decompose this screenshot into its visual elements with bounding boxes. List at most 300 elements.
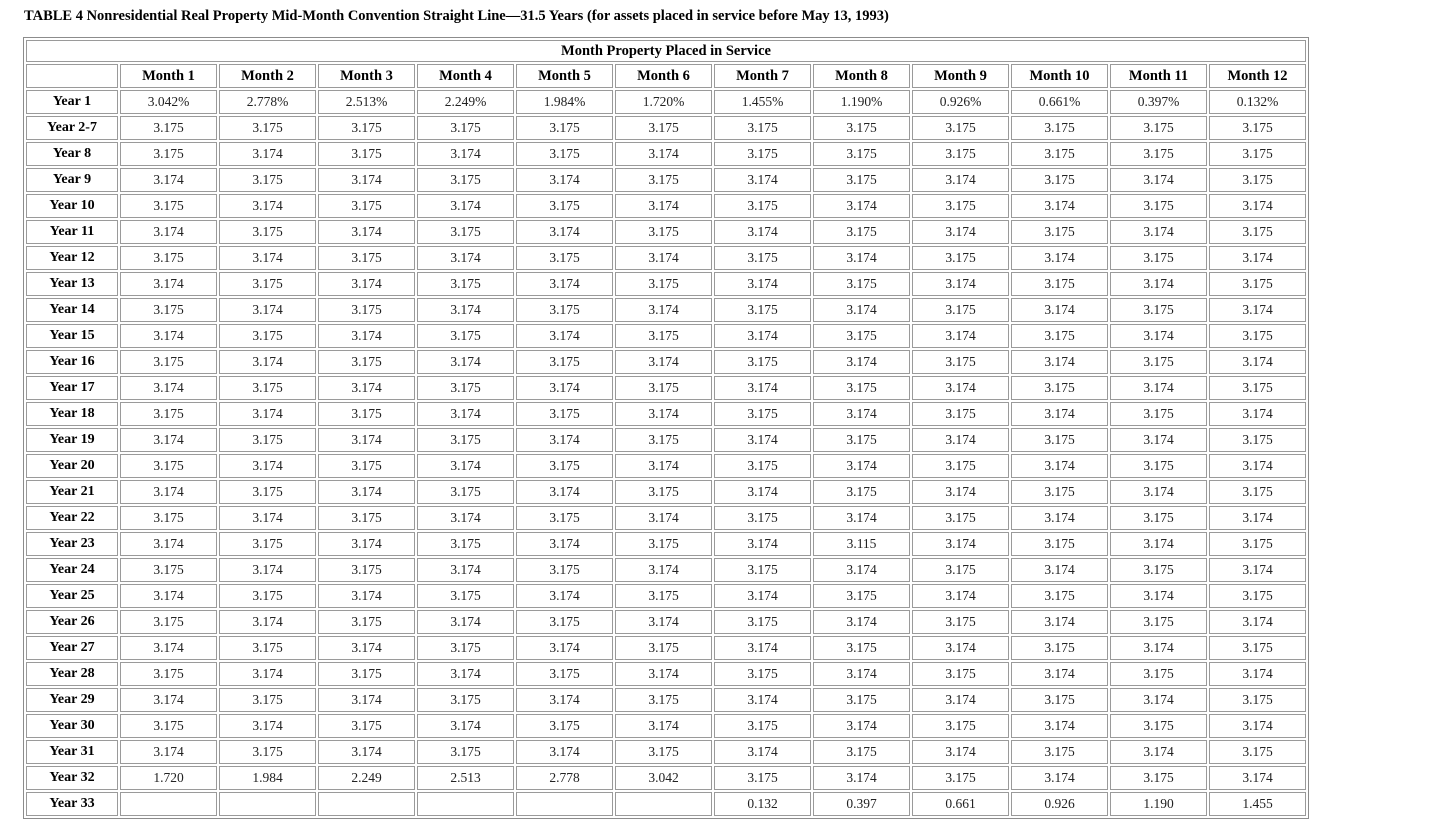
rate-cell: 3.175 bbox=[1110, 350, 1207, 374]
rate-cell: 3.174 bbox=[1209, 350, 1306, 374]
rate-cell: 3.175 bbox=[219, 376, 316, 400]
rate-cell: 3.175 bbox=[1209, 116, 1306, 140]
rate-cell: 3.175 bbox=[219, 740, 316, 764]
rate-cell: 3.174 bbox=[417, 142, 514, 166]
rate-cell bbox=[615, 792, 712, 816]
rate-cell: 3.174 bbox=[714, 324, 811, 348]
rate-cell: 3.175 bbox=[1209, 480, 1306, 504]
year-label: Year 31 bbox=[26, 740, 118, 764]
rate-cell: 3.175 bbox=[318, 454, 415, 478]
table-row bbox=[26, 116, 1306, 140]
rate-cell: 3.175 bbox=[813, 688, 910, 712]
rate-cell: 3.174 bbox=[1011, 506, 1108, 530]
rate-cell: 3.174 bbox=[120, 532, 217, 556]
rate-cell: 3.174 bbox=[912, 584, 1009, 608]
rate-cell: 3.174 bbox=[813, 402, 910, 426]
rate-cell: 3.174 bbox=[516, 324, 613, 348]
rate-cell: 3.174 bbox=[417, 506, 514, 530]
rate-cell: 3.174 bbox=[1110, 532, 1207, 556]
year-label: Year 16 bbox=[26, 350, 118, 374]
rate-cell: 3.174 bbox=[615, 662, 712, 686]
rate-cell: 3.174 bbox=[120, 740, 217, 764]
rate-cell: 3.174 bbox=[120, 324, 217, 348]
rate-cell: 1.455% bbox=[714, 90, 811, 114]
rate-cell: 3.175 bbox=[318, 714, 415, 738]
table-row bbox=[26, 662, 1306, 686]
rate-cell: 3.175 bbox=[1011, 480, 1108, 504]
rate-cell: 3.174 bbox=[813, 766, 910, 790]
rate-cell: 3.174 bbox=[318, 428, 415, 452]
table-row bbox=[26, 714, 1306, 738]
month-header: Month 12 bbox=[1209, 64, 1306, 88]
rate-cell: 3.175 bbox=[318, 194, 415, 218]
rate-cell: 3.174 bbox=[813, 610, 910, 634]
table-row bbox=[26, 428, 1306, 452]
year-label: Year 13 bbox=[26, 272, 118, 296]
rate-cell: 3.175 bbox=[813, 584, 910, 608]
table-row bbox=[26, 506, 1306, 530]
rate-cell: 3.174 bbox=[318, 584, 415, 608]
rate-cell: 3.174 bbox=[318, 636, 415, 660]
rate-cell: 3.174 bbox=[615, 454, 712, 478]
year-label: Year 24 bbox=[26, 558, 118, 582]
rate-cell: 0.661 bbox=[912, 792, 1009, 816]
rate-cell: 3.174 bbox=[417, 246, 514, 270]
year-label: Year 9 bbox=[26, 168, 118, 192]
rate-cell: 3.174 bbox=[120, 220, 217, 244]
rate-cell: 3.175 bbox=[912, 506, 1009, 530]
year-label: Year 12 bbox=[26, 246, 118, 270]
rate-cell: 3.174 bbox=[516, 376, 613, 400]
rate-cell: 3.175 bbox=[219, 532, 316, 556]
rate-cell: 3.175 bbox=[615, 272, 712, 296]
table-row bbox=[26, 298, 1306, 322]
rate-cell: 3.175 bbox=[813, 142, 910, 166]
rate-cell: 3.175 bbox=[1110, 116, 1207, 140]
rate-cell: 3.174 bbox=[1209, 402, 1306, 426]
rate-cell: 3.175 bbox=[1011, 636, 1108, 660]
rate-cell: 3.175 bbox=[516, 142, 613, 166]
rate-cell: 3.175 bbox=[318, 116, 415, 140]
rate-cell: 3.174 bbox=[219, 402, 316, 426]
rate-cell: 3.174 bbox=[1011, 766, 1108, 790]
table-row bbox=[26, 740, 1306, 764]
rate-cell: 3.174 bbox=[219, 350, 316, 374]
rate-cell: 3.174 bbox=[516, 636, 613, 660]
rate-cell: 3.175 bbox=[516, 246, 613, 270]
rate-cell: 3.174 bbox=[417, 662, 514, 686]
rate-cell: 3.174 bbox=[417, 402, 514, 426]
rate-cell: 3.174 bbox=[615, 610, 712, 634]
rate-cell: 3.174 bbox=[219, 142, 316, 166]
rate-cell: 3.175 bbox=[813, 376, 910, 400]
year-label: Year 1 bbox=[26, 90, 118, 114]
rate-cell: 3.174 bbox=[120, 480, 217, 504]
rate-cell: 3.174 bbox=[615, 350, 712, 374]
year-label: Year 23 bbox=[26, 532, 118, 556]
rate-cell: 3.175 bbox=[615, 168, 712, 192]
rate-cell: 3.175 bbox=[318, 402, 415, 426]
rate-cell: 3.174 bbox=[1011, 714, 1108, 738]
rate-cell: 2.513% bbox=[318, 90, 415, 114]
table-row bbox=[26, 454, 1306, 478]
rate-cell: 3.174 bbox=[120, 636, 217, 660]
rate-cell: 3.175 bbox=[318, 350, 415, 374]
rate-cell: 3.174 bbox=[1011, 246, 1108, 270]
rate-cell: 3.174 bbox=[120, 376, 217, 400]
rate-cell: 3.174 bbox=[714, 584, 811, 608]
rate-cell: 3.174 bbox=[813, 246, 910, 270]
rate-cell: 3.174 bbox=[1209, 506, 1306, 530]
rate-cell: 3.174 bbox=[318, 324, 415, 348]
rate-cell: 3.175 bbox=[813, 428, 910, 452]
rate-cell: 3.174 bbox=[219, 610, 316, 634]
rate-cell: 3.174 bbox=[1011, 298, 1108, 322]
rate-cell: 3.175 bbox=[516, 298, 613, 322]
rate-cell: 3.174 bbox=[318, 272, 415, 296]
rate-cell: 3.175 bbox=[912, 194, 1009, 218]
rate-cell: 3.174 bbox=[615, 714, 712, 738]
rate-cell: 3.174 bbox=[714, 480, 811, 504]
rate-cell: 3.174 bbox=[714, 532, 811, 556]
rate-cell: 3.175 bbox=[1110, 662, 1207, 686]
rate-cell: 3.174 bbox=[1110, 272, 1207, 296]
rate-cell: 3.174 bbox=[318, 220, 415, 244]
group-header: Month Property Placed in Service bbox=[26, 40, 1306, 62]
rate-cell: 3.174 bbox=[516, 428, 613, 452]
rate-cell: 3.175 bbox=[120, 558, 217, 582]
table-row bbox=[26, 376, 1306, 400]
rate-cell: 3.174 bbox=[219, 506, 316, 530]
rate-cell: 3.175 bbox=[219, 688, 316, 712]
rate-cell: 3.175 bbox=[417, 428, 514, 452]
rate-cell: 2.778% bbox=[219, 90, 316, 114]
month-header: Month 3 bbox=[318, 64, 415, 88]
table-row bbox=[26, 142, 1306, 166]
rate-cell: 3.175 bbox=[615, 584, 712, 608]
year-label: Year 29 bbox=[26, 688, 118, 712]
rate-cell: 2.249 bbox=[318, 766, 415, 790]
rate-cell: 3.175 bbox=[219, 636, 316, 660]
table-row bbox=[26, 766, 1306, 790]
rate-cell: 3.175 bbox=[219, 324, 316, 348]
rate-cell: 3.174 bbox=[318, 168, 415, 192]
rate-cell: 3.174 bbox=[1209, 194, 1306, 218]
rate-cell: 3.174 bbox=[714, 168, 811, 192]
rate-cell: 3.174 bbox=[219, 662, 316, 686]
table-row bbox=[26, 220, 1306, 244]
year-label: Year 17 bbox=[26, 376, 118, 400]
rate-cell: 3.175 bbox=[120, 662, 217, 686]
rate-cell: 3.174 bbox=[714, 272, 811, 296]
rate-cell: 0.132% bbox=[1209, 90, 1306, 114]
rate-cell: 3.174 bbox=[912, 272, 1009, 296]
rate-cell: 3.175 bbox=[813, 116, 910, 140]
rate-cell: 3.174 bbox=[813, 662, 910, 686]
rate-cell: 3.175 bbox=[1110, 142, 1207, 166]
year-label: Year 28 bbox=[26, 662, 118, 686]
group-header-row bbox=[26, 40, 1306, 62]
year-label: Year 25 bbox=[26, 584, 118, 608]
year-label: Year 10 bbox=[26, 194, 118, 218]
rate-cell: 2.513 bbox=[417, 766, 514, 790]
rate-cell: 3.174 bbox=[615, 194, 712, 218]
rate-cell: 3.174 bbox=[714, 688, 811, 712]
rate-cell: 3.174 bbox=[219, 246, 316, 270]
rate-cell: 3.174 bbox=[615, 402, 712, 426]
rate-cell: 3.175 bbox=[219, 272, 316, 296]
rate-cell: 3.174 bbox=[516, 220, 613, 244]
rate-cell: 3.174 bbox=[417, 558, 514, 582]
rate-cell: 3.174 bbox=[219, 194, 316, 218]
rate-cell: 3.175 bbox=[219, 116, 316, 140]
rate-cell: 3.174 bbox=[813, 194, 910, 218]
year-label: Year 20 bbox=[26, 454, 118, 478]
table-row bbox=[26, 402, 1306, 426]
rate-cell: 3.175 bbox=[1110, 506, 1207, 530]
month-header: Month 4 bbox=[417, 64, 514, 88]
rate-cell: 3.174 bbox=[1110, 480, 1207, 504]
rate-cell: 3.175 bbox=[813, 480, 910, 504]
rate-cell: 3.175 bbox=[714, 194, 811, 218]
rate-cell: 3.174 bbox=[615, 298, 712, 322]
rate-cell: 3.174 bbox=[714, 740, 811, 764]
rate-cell: 0.132 bbox=[714, 792, 811, 816]
rate-cell: 3.175 bbox=[615, 688, 712, 712]
rate-cell: 3.175 bbox=[1011, 688, 1108, 712]
month-header: Month 2 bbox=[219, 64, 316, 88]
rate-cell: 0.661% bbox=[1011, 90, 1108, 114]
rate-cell: 3.175 bbox=[912, 246, 1009, 270]
rate-cell: 3.174 bbox=[1110, 584, 1207, 608]
rate-cell: 3.175 bbox=[318, 506, 415, 530]
rate-cell: 3.175 bbox=[714, 142, 811, 166]
rate-cell: 3.174 bbox=[516, 480, 613, 504]
rate-cell: 3.174 bbox=[120, 272, 217, 296]
rate-cell: 3.175 bbox=[318, 610, 415, 634]
table-row bbox=[26, 558, 1306, 582]
rate-cell: 3.175 bbox=[714, 766, 811, 790]
rate-cell: 3.175 bbox=[912, 350, 1009, 374]
rate-cell: 3.175 bbox=[615, 480, 712, 504]
rate-cell: 3.175 bbox=[120, 142, 217, 166]
table-row bbox=[26, 90, 1306, 114]
rate-cell: 3.174 bbox=[615, 506, 712, 530]
rate-cell: 3.175 bbox=[120, 454, 217, 478]
rate-cell: 3.175 bbox=[912, 116, 1009, 140]
rate-cell: 3.174 bbox=[1110, 740, 1207, 764]
rate-cell: 0.926 bbox=[1011, 792, 1108, 816]
rate-cell: 3.175 bbox=[714, 558, 811, 582]
rate-cell: 3.175 bbox=[615, 740, 712, 764]
rate-cell: 3.175 bbox=[1209, 272, 1306, 296]
rate-cell: 3.175 bbox=[1011, 272, 1108, 296]
rate-cell: 3.174 bbox=[912, 688, 1009, 712]
rate-cell: 3.174 bbox=[1011, 610, 1108, 634]
rate-cell: 0.397 bbox=[813, 792, 910, 816]
rate-cell: 3.175 bbox=[1209, 168, 1306, 192]
rate-cell: 3.174 bbox=[1209, 454, 1306, 478]
rate-cell: 3.175 bbox=[1110, 402, 1207, 426]
rate-cell: 3.174 bbox=[1011, 402, 1108, 426]
rate-cell: 3.174 bbox=[912, 532, 1009, 556]
year-label: Year 33 bbox=[26, 792, 118, 816]
rate-cell: 3.175 bbox=[120, 116, 217, 140]
rate-cell: 3.175 bbox=[417, 220, 514, 244]
rate-cell: 3.174 bbox=[516, 272, 613, 296]
month-header: Month 6 bbox=[615, 64, 712, 88]
year-label: Year 30 bbox=[26, 714, 118, 738]
table-row bbox=[26, 532, 1306, 556]
rate-cell: 3.174 bbox=[912, 324, 1009, 348]
rate-cell bbox=[516, 792, 613, 816]
rate-cell: 3.175 bbox=[714, 454, 811, 478]
rate-cell: 3.175 bbox=[417, 532, 514, 556]
rate-cell: 0.926% bbox=[912, 90, 1009, 114]
month-header: Month 7 bbox=[714, 64, 811, 88]
rate-cell: 3.174 bbox=[1110, 220, 1207, 244]
rate-cell: 3.175 bbox=[120, 350, 217, 374]
table-row bbox=[26, 792, 1306, 816]
table-row bbox=[26, 584, 1306, 608]
rate-cell: 3.175 bbox=[120, 246, 217, 270]
rate-cell: 3.175 bbox=[1011, 116, 1108, 140]
rate-cell: 3.175 bbox=[912, 402, 1009, 426]
rate-cell: 3.174 bbox=[615, 558, 712, 582]
month-header: Month 11 bbox=[1110, 64, 1207, 88]
rate-cell: 1.720% bbox=[615, 90, 712, 114]
rate-cell: 3.175 bbox=[813, 220, 910, 244]
year-label: Year 14 bbox=[26, 298, 118, 322]
rate-cell: 3.175 bbox=[417, 116, 514, 140]
rate-cell: 3.175 bbox=[417, 376, 514, 400]
rate-cell: 3.175 bbox=[417, 272, 514, 296]
rate-cell: 3.175 bbox=[417, 324, 514, 348]
rate-cell: 3.175 bbox=[1209, 584, 1306, 608]
rate-cell: 3.175 bbox=[1110, 454, 1207, 478]
rate-cell: 3.175 bbox=[1209, 376, 1306, 400]
rate-cell: 3.175 bbox=[219, 584, 316, 608]
rate-cell: 3.175 bbox=[714, 402, 811, 426]
rate-cell: 3.175 bbox=[417, 584, 514, 608]
rate-cell: 3.175 bbox=[1110, 246, 1207, 270]
rate-cell: 3.175 bbox=[120, 402, 217, 426]
rate-cell: 3.175 bbox=[318, 246, 415, 270]
rate-cell: 1.190 bbox=[1110, 792, 1207, 816]
rate-cell: 3.174 bbox=[516, 740, 613, 764]
rate-cell: 3.175 bbox=[615, 636, 712, 660]
rate-cell: 3.174 bbox=[516, 584, 613, 608]
rate-cell: 3.175 bbox=[813, 740, 910, 764]
rate-cell: 3.175 bbox=[120, 714, 217, 738]
rate-cell: 3.175 bbox=[417, 168, 514, 192]
rate-cell: 3.174 bbox=[813, 298, 910, 322]
rate-cell: 3.175 bbox=[120, 298, 217, 322]
rate-cell: 3.174 bbox=[318, 376, 415, 400]
year-label: Year 27 bbox=[26, 636, 118, 660]
month-header: Month 10 bbox=[1011, 64, 1108, 88]
rate-cell: 3.174 bbox=[219, 714, 316, 738]
rate-cell: 3.042 bbox=[615, 766, 712, 790]
rate-cell: 3.175 bbox=[714, 350, 811, 374]
rate-cell: 3.175 bbox=[1209, 688, 1306, 712]
rate-cell: 3.174 bbox=[813, 558, 910, 582]
rate-cell: 3.175 bbox=[813, 324, 910, 348]
table-row bbox=[26, 350, 1306, 374]
depreciation-table bbox=[23, 37, 1309, 819]
rate-cell: 3.174 bbox=[813, 350, 910, 374]
rate-cell: 3.175 bbox=[1110, 714, 1207, 738]
rate-cell: 3.175 bbox=[615, 428, 712, 452]
year-label: Year 15 bbox=[26, 324, 118, 348]
rate-cell: 3.175 bbox=[1011, 324, 1108, 348]
rate-cell: 3.042% bbox=[120, 90, 217, 114]
rate-cell: 3.174 bbox=[813, 714, 910, 738]
rate-cell: 3.175 bbox=[912, 714, 1009, 738]
rate-cell: 3.174 bbox=[714, 636, 811, 660]
rate-cell: 3.174 bbox=[1110, 168, 1207, 192]
rate-cell: 3.175 bbox=[714, 714, 811, 738]
month-header: Month 5 bbox=[516, 64, 613, 88]
rate-cell: 3.174 bbox=[417, 194, 514, 218]
rate-cell: 3.175 bbox=[516, 714, 613, 738]
rate-cell: 3.174 bbox=[219, 558, 316, 582]
rate-cell: 3.175 bbox=[1209, 428, 1306, 452]
rate-cell: 3.174 bbox=[1011, 662, 1108, 686]
rate-cell bbox=[318, 792, 415, 816]
rate-cell: 3.174 bbox=[417, 714, 514, 738]
year-label: Year 2-7 bbox=[26, 116, 118, 140]
rate-cell: 3.175 bbox=[516, 558, 613, 582]
year-label: Year 32 bbox=[26, 766, 118, 790]
rate-cell: 3.175 bbox=[912, 766, 1009, 790]
year-label: Year 21 bbox=[26, 480, 118, 504]
rate-cell: 3.175 bbox=[912, 662, 1009, 686]
rate-cell: 3.175 bbox=[1209, 532, 1306, 556]
rate-cell: 3.175 bbox=[714, 662, 811, 686]
rate-cell: 3.175 bbox=[912, 610, 1009, 634]
month-header: Month 8 bbox=[813, 64, 910, 88]
rate-cell: 3.175 bbox=[219, 428, 316, 452]
rate-cell: 1.720 bbox=[120, 766, 217, 790]
rate-cell: 3.174 bbox=[714, 220, 811, 244]
rate-cell: 3.175 bbox=[615, 532, 712, 556]
rate-cell: 3.175 bbox=[516, 116, 613, 140]
year-label: Year 19 bbox=[26, 428, 118, 452]
year-label: Year 8 bbox=[26, 142, 118, 166]
rate-cell: 3.175 bbox=[1209, 324, 1306, 348]
rate-cell: 3.175 bbox=[318, 142, 415, 166]
rate-cell: 3.174 bbox=[318, 688, 415, 712]
rate-cell: 3.175 bbox=[120, 506, 217, 530]
table-row bbox=[26, 272, 1306, 296]
rate-cell: 3.175 bbox=[615, 376, 712, 400]
rate-cell: 3.174 bbox=[1209, 246, 1306, 270]
rate-cell: 3.174 bbox=[1110, 428, 1207, 452]
rate-cell: 2.778 bbox=[516, 766, 613, 790]
table-row bbox=[26, 246, 1306, 270]
rate-cell: 3.174 bbox=[1209, 766, 1306, 790]
rate-cell: 3.174 bbox=[516, 168, 613, 192]
rate-cell: 3.175 bbox=[1110, 298, 1207, 322]
rate-cell: 3.175 bbox=[1011, 168, 1108, 192]
rate-cell: 3.115 bbox=[813, 532, 910, 556]
rate-cell: 3.174 bbox=[417, 454, 514, 478]
rate-cell: 3.175 bbox=[219, 168, 316, 192]
rate-cell: 3.175 bbox=[219, 480, 316, 504]
rate-cell: 3.175 bbox=[714, 246, 811, 270]
year-label: Year 26 bbox=[26, 610, 118, 634]
